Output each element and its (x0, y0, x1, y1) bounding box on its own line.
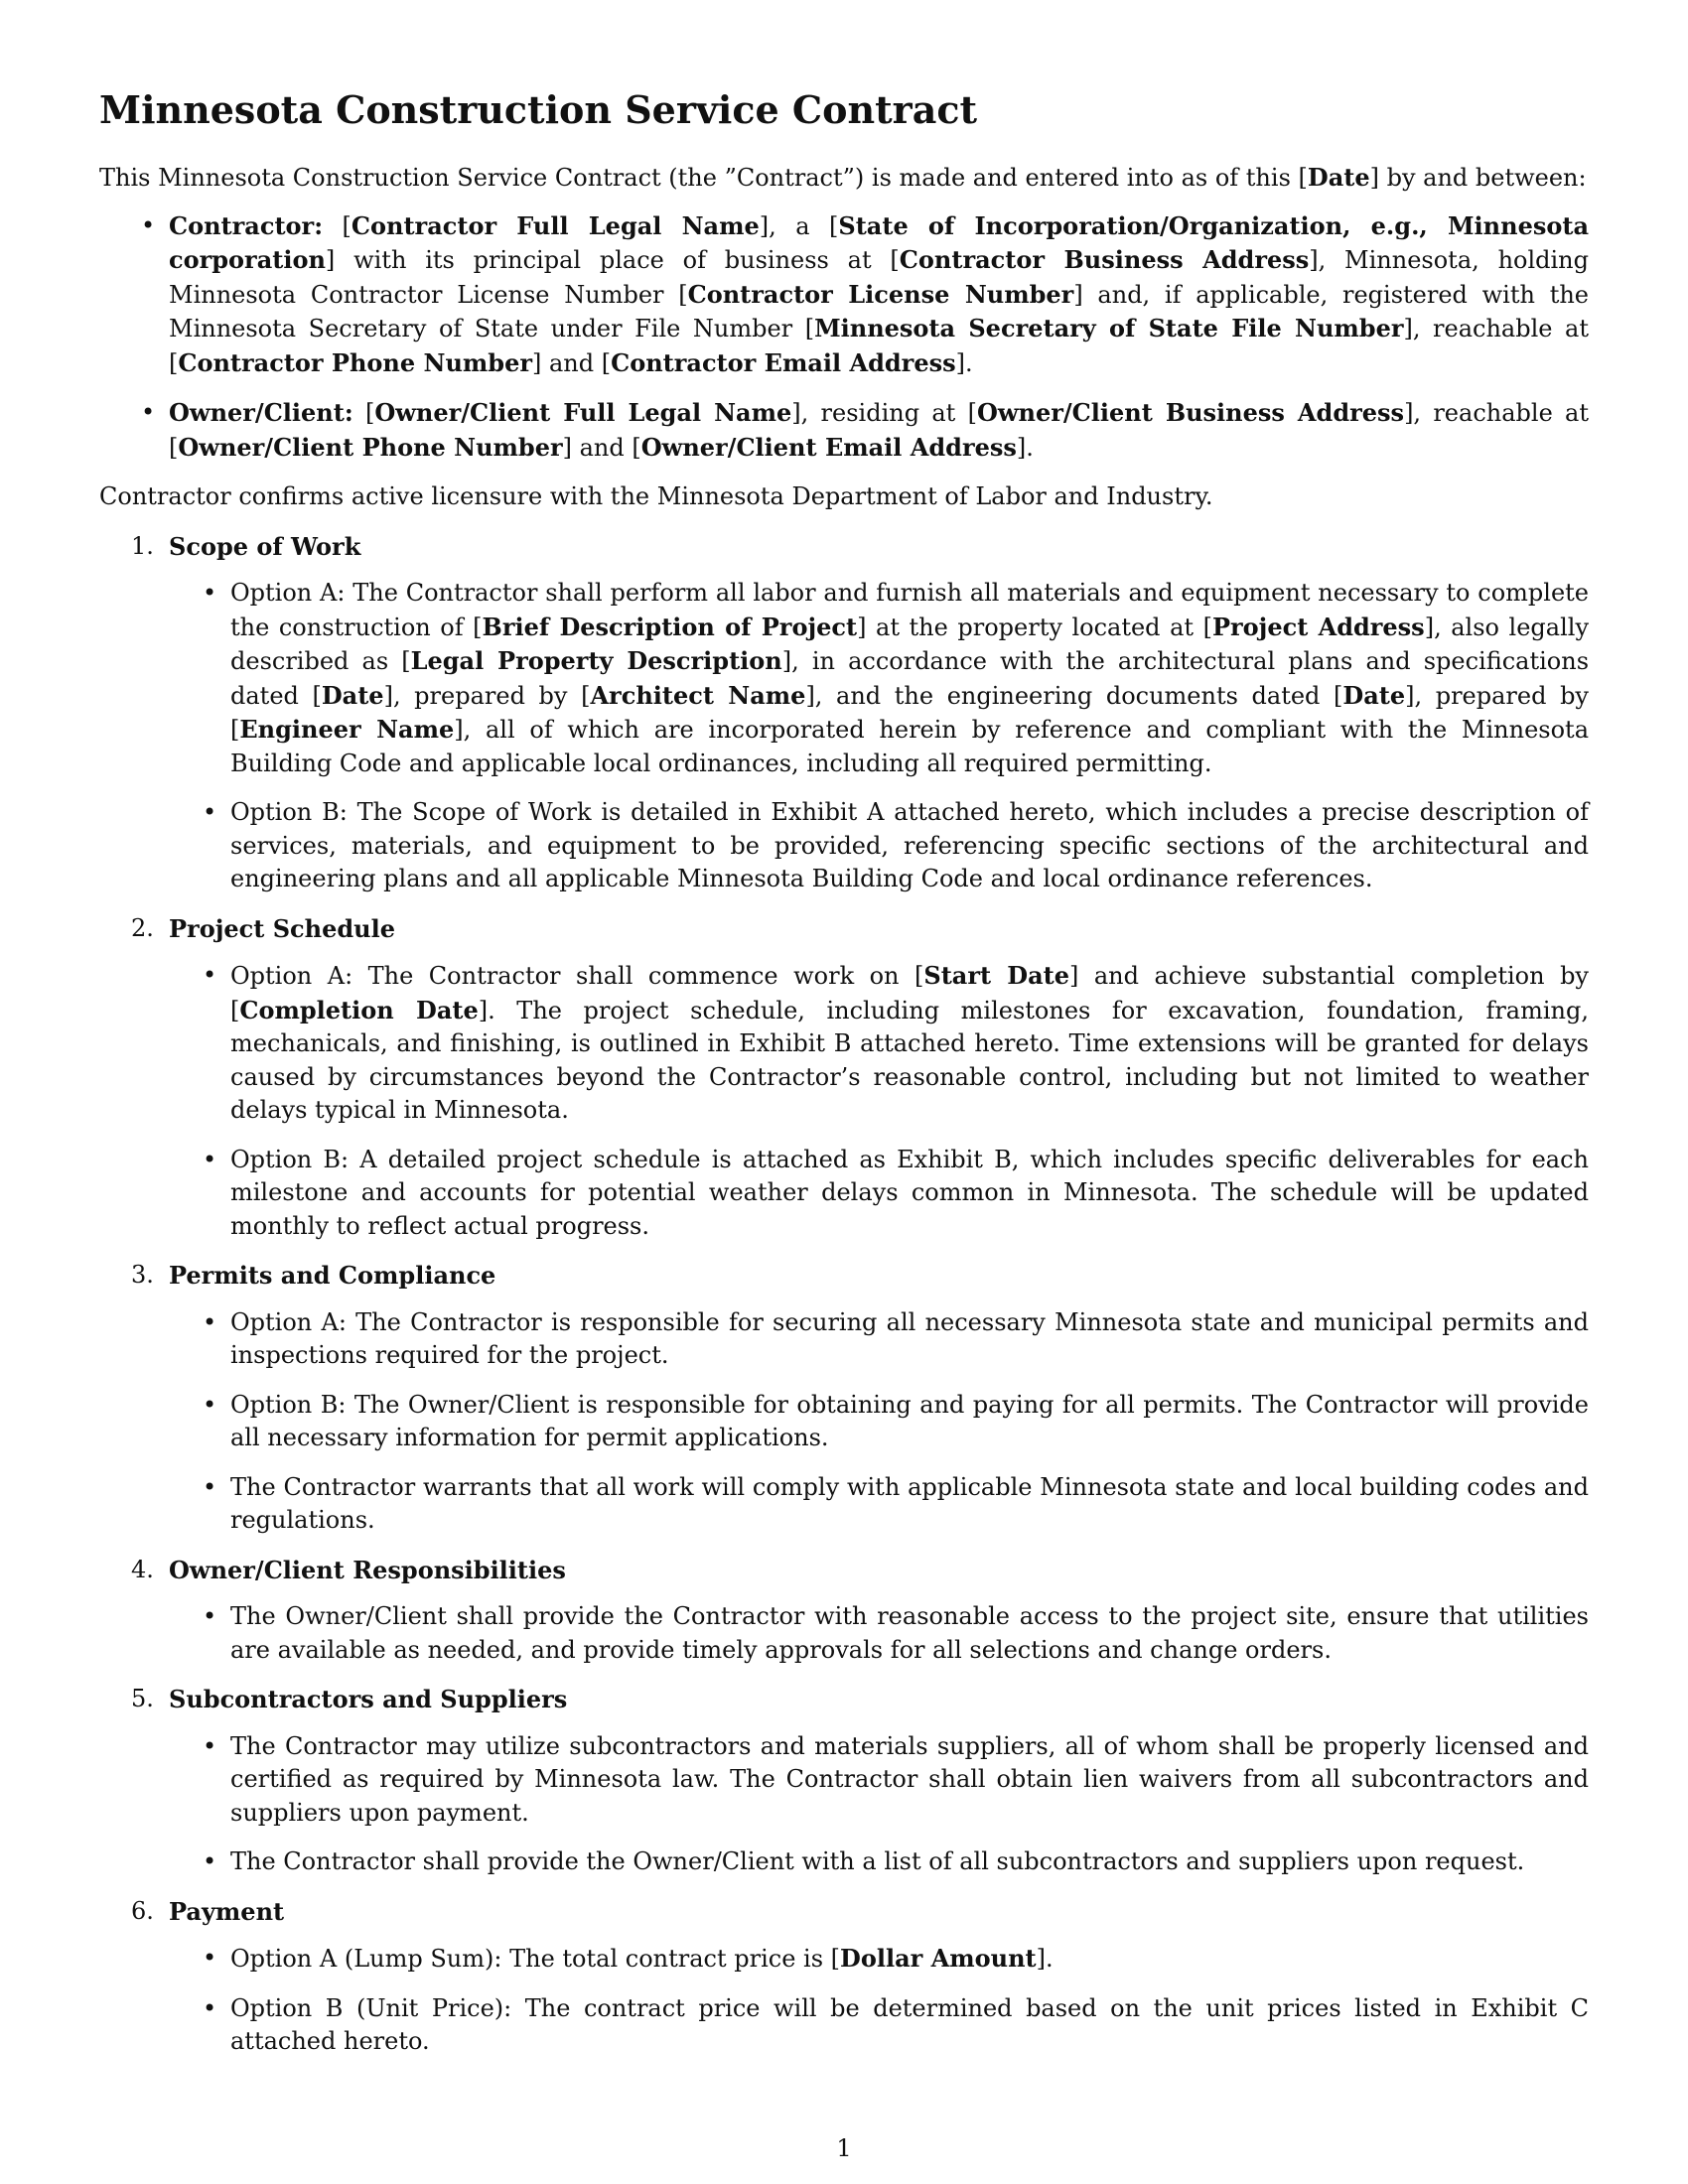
parties-list (99, 209, 1589, 466)
section-number: 2. (131, 913, 154, 942)
section-project-schedule (131, 912, 1589, 1244)
section-heading: Owner/Client Responsibilities (169, 1555, 566, 1584)
placeholder-owner-phone: Owner/Client Phone Number (178, 432, 563, 462)
list-item: • The Contractor may utilize subcontractors and materials suppliers, all of whom shall be properly licensed and certified as required by Minnesota law. The Contractor shall obtain lien waivers from all subcontractors and suppliers upon payment. (230, 1730, 1589, 1831)
page-number: 1 (836, 2134, 852, 2162)
section-owner-responsibilities (131, 1554, 1589, 1668)
section-number: 3. (131, 1261, 154, 1289)
placeholder-contractor-address: Contractor Business Address (899, 245, 1310, 274)
list-item: • Option B (Unit Price): The contract price will be determined based on the unit prices listed in Exhibit C attached hereto. (230, 1992, 1589, 2059)
section-items (169, 1730, 1589, 1879)
placeholder-owner-email: Owner/Client Email Address (640, 432, 1017, 462)
section-heading: Scope of Work (169, 531, 361, 561)
placeholder-license: Contractor License Number (687, 279, 1074, 309)
placeholder-dollar-amount: Dollar Amount (840, 1944, 1037, 1973)
section-number: 4. (131, 1555, 154, 1583)
list-item: • Option A: The Contractor shall perform all labor and furnish all materials and equipment necessary to complete the construction of [Brief Description of Project] at the property located at [Project Address], also legally described as [Legal Property Description], in accordance with the architectural plans and specifications dated [Date], prepared by [Architect Name], and the engineering documents dated [Date], prepared by [Engineer Name], all of which are incorporated herein by reference and compliant with the Minnesota Building Code and applicable local ordinances, including all required permitting. (230, 577, 1589, 780)
party-owner: • Owner/Client: [Owner/Client Full Legal Name], residing at [Owner/Client Business Address], reachable at [Owner/Client Phone Number] and [Owner/Client Email Address]. (169, 396, 1589, 465)
section-heading: Project Schedule (169, 913, 395, 943)
list-item: • Option B: The Owner/Client is responsible for obtaining and paying for all permits. The Contractor will provide all necessary information for permit applications. (230, 1389, 1589, 1455)
placeholder-engineer: Engineer Name (239, 715, 455, 744)
document-page (99, 87, 1589, 2075)
section-heading: Permits and Compliance (169, 1261, 496, 1290)
placeholder-date: Date (1307, 163, 1370, 192)
section-subcontractors (131, 1683, 1589, 1879)
placeholder-owner-address: Owner/Client Business Address (976, 398, 1405, 427)
placeholder-contractor-phone: Contractor Phone Number (178, 347, 532, 377)
list-item: • The Contractor warrants that all work will comply with applicable Minnesota state and local building codes and regulations. (230, 1471, 1589, 1538)
placeholder-project: Brief Description of Project (482, 612, 858, 641)
placeholder-contractor-name: Contractor Full Legal Name (351, 210, 760, 240)
placeholder-contractor-email: Contractor Email Address (611, 347, 956, 377)
party-label: Contractor: (169, 210, 324, 240)
placeholder-completion-date: Completion Date (239, 995, 479, 1024)
section-heading: Subcontractors and Suppliers (169, 1685, 568, 1713)
section-items (169, 1600, 1589, 1667)
placeholder-file-number: Minnesota Secretary of State File Number (814, 314, 1404, 342)
placeholder-owner-name: Owner/Client Full Legal Name (374, 398, 792, 427)
section-items (169, 1306, 1589, 1538)
section-heading: Payment (169, 1896, 285, 1926)
placeholder-date: Date (321, 680, 384, 710)
section-items (169, 959, 1589, 1243)
intro-paragraph: This Minnesota Construction Service Contract (the ”Contract”) is made and entered into as of this [Date] by and between: (99, 163, 1587, 192)
section-permits-compliance (131, 1259, 1589, 1538)
list-item: • Option A (Lump Sum): The total contract price is [Dollar Amount]. (230, 1942, 1589, 1977)
placeholder-start-date: Start Date (923, 961, 1070, 990)
placeholder-state: State of Incorporation/Organization, e.g., Minnesota corporation (169, 210, 1589, 274)
placeholder-architect: Architect Name (590, 680, 806, 710)
section-payment (131, 1895, 1589, 2059)
list-item: • Option B: The Scope of Work is detailed in Exhibit A attached hereto, which includes a precise description of services, materials, and equipment to be provided, referencing specific sections of the architectural and engineering plans and all applicable Minnesota Building Code and local ordinance references. (230, 796, 1589, 896)
section-number: 5. (131, 1685, 154, 1712)
list-item: • Option A: The Contractor is responsible for securing all necessary Minnesota state and municipal permits and inspections required for the project. (230, 1306, 1589, 1373)
placeholder-project-address: Project Address (1211, 612, 1425, 641)
list-item: • Option A: The Contractor shall commence work on [Start Date] and achieve substantial completion by [Completion Date]. The project schedule, including milestones for excavation, foundation, framing, mechanicals, and finishing, is outlined in Exhibit B attached hereto. Time extensions will be granted for delays caused by circumstances beyond the Contractor’s reasonable control, including but not limited to weather delays typical in Minnesota. (230, 959, 1589, 1128)
licensure-confirmation: Contractor confirms active licensure with the Minnesota Department of Labor and Industry. (99, 482, 1213, 510)
list-item: • Option B: A detailed project schedule is attached as Exhibit B, which includes specific deliverables for each milestone and accounts for potential weather delays common in Minnesota. The schedule will be updated monthly to reflect actual progress. (230, 1144, 1589, 1244)
party-contractor: • Contractor: [Contractor Full Legal Name], a [State of Incorporation/Organization, e.g., Minnesota corporation] with its principal place of business at [Contractor Business Address], Minnesota, holding Minnesota Contractor License Number [Contractor License Number] and, if applicable, registered with the Minnesota Secretary of State under File Number [Minnesota Secretary of State File Number], reachable at [Contractor Phone Number] and [Contractor Email Address]. (169, 209, 1589, 381)
section-items (169, 1942, 1589, 2059)
sections-list (99, 530, 1589, 2059)
section-items (169, 577, 1589, 896)
list-item: • The Contractor shall provide the Owner/Client with a list of all subcontractors and suppliers upon request. (230, 1845, 1589, 1879)
list-item: • The Owner/Client shall provide the Contractor with reasonable access to the project site, ensure that utilities are available as needed, and provide timely approvals for all selections and change orders. (230, 1600, 1589, 1667)
placeholder-legal-description: Legal Property Description (410, 646, 782, 675)
section-number: 6. (131, 1896, 154, 1925)
document-title: Minnesota Construction Service Contract (99, 87, 978, 132)
section-scope-of-work (131, 530, 1590, 896)
placeholder-date: Date (1342, 680, 1406, 710)
party-label: Owner/Client: (169, 398, 353, 427)
section-number: 1. (131, 531, 154, 560)
